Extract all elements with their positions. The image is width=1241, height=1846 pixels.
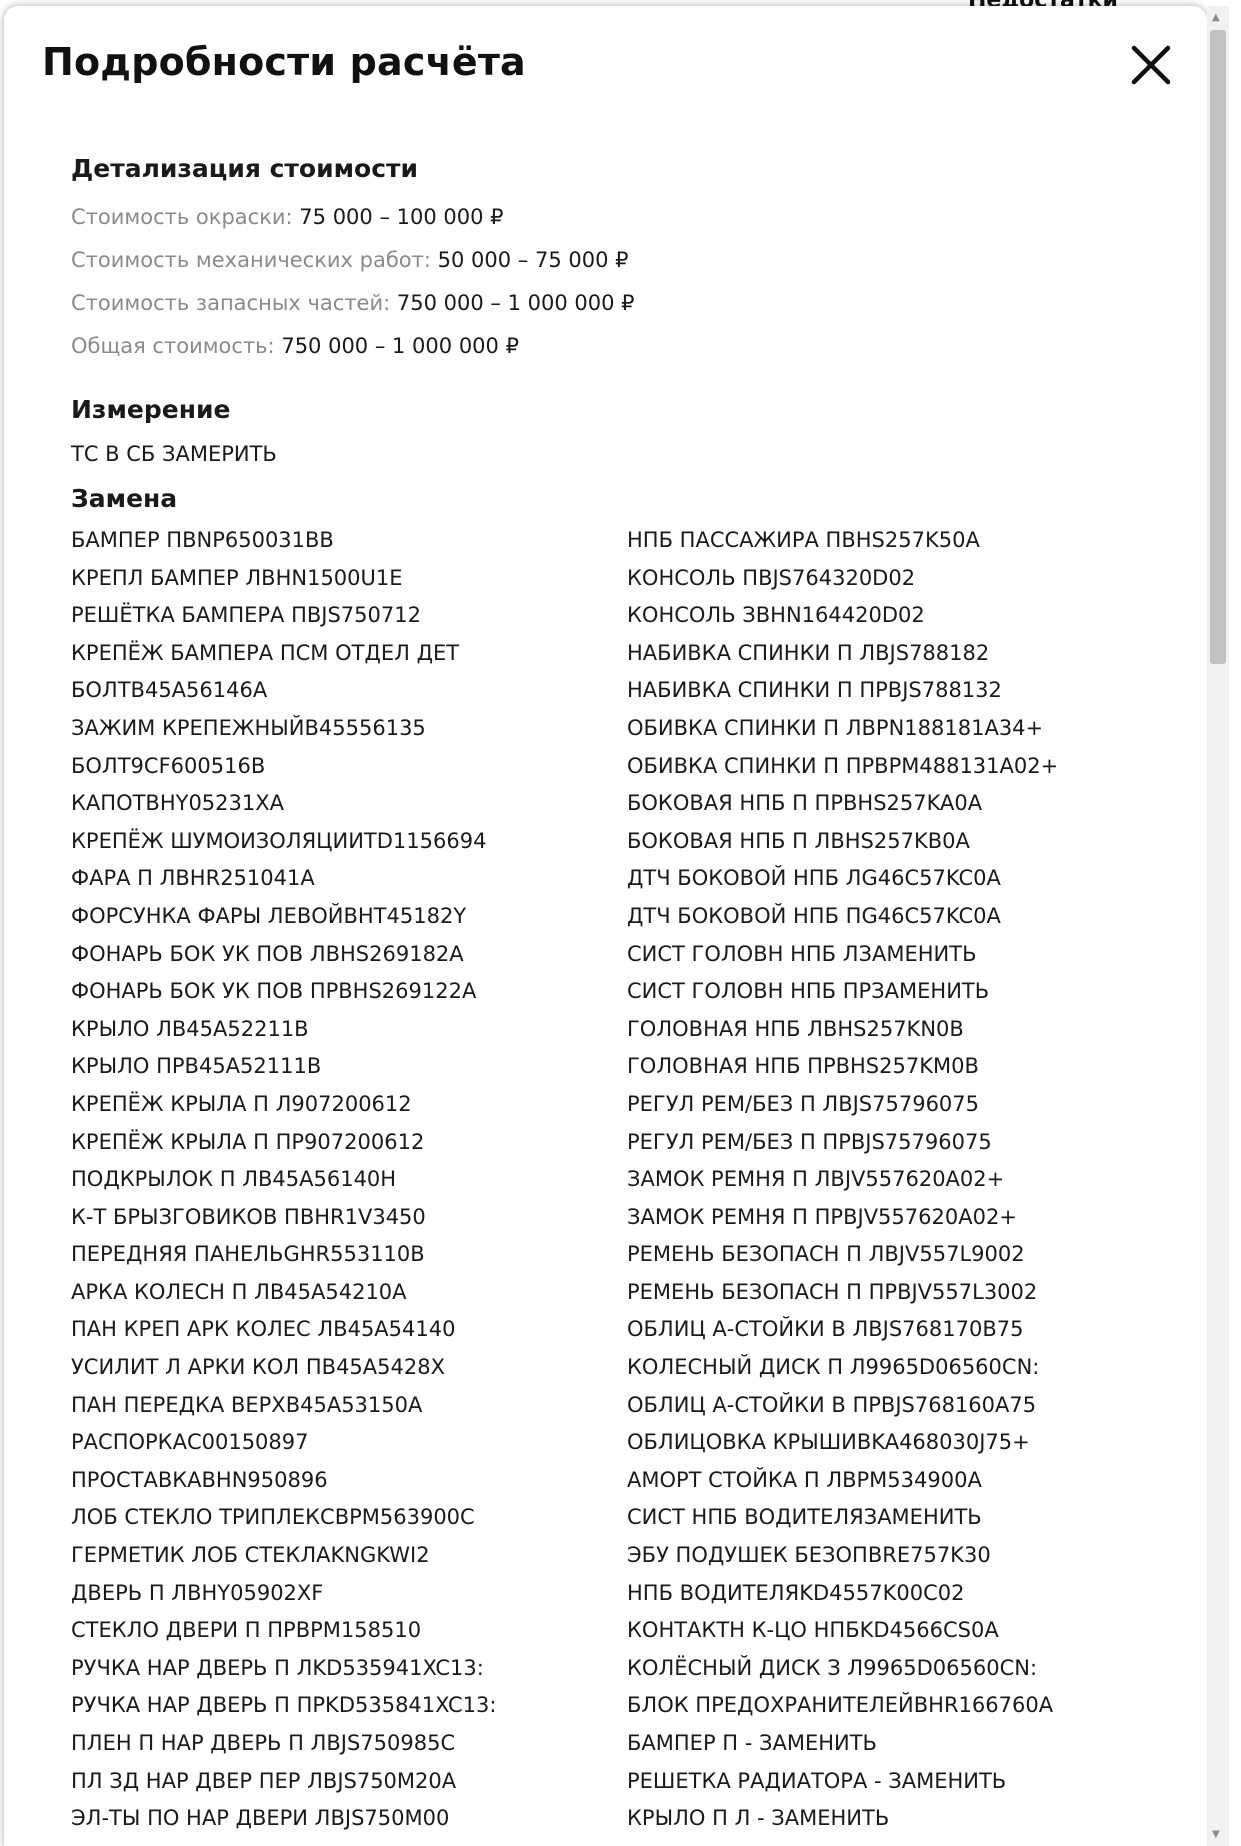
replace-item-left: КАПОТBHY05231XA — [71, 791, 285, 816]
replace-section-title: Замена — [71, 484, 178, 513]
replace-item-left: ПРОСТАВКАBHN950896 — [71, 1467, 328, 1492]
replace-item-right: СИСТ НПБ ВОДИТЕЛЯЗАМЕНИТЬ — [627, 1505, 982, 1530]
total-cost-value: 750 000 – 1 000 000 ₽ — [281, 334, 519, 358]
scroll-up-arrow-icon[interactable]: ▲ — [1212, 12, 1220, 23]
replace-item-right: ДТЧ БОКОВОЙ НПБ ПG46C57KC0A — [627, 903, 1001, 928]
close-button[interactable] — [1128, 42, 1174, 88]
replace-item-right: НПБ ВОДИТЕЛЯKD4557K00C02 — [627, 1580, 965, 1605]
replace-item-right: ЗАМОК РЕМНЯ П ПРBJV557620A02+ — [627, 1204, 1017, 1229]
replace-item-left: ЭЛ-ТЫ ПО НАР ДВЕРИ ЛBJS750M00 — [71, 1806, 450, 1831]
replace-item-left: СТЕКЛО ДВЕРИ П ПРBPM158510 — [71, 1618, 422, 1643]
replace-item-right: РЕМЕНЬ БЕЗОПАСН П ЛBJV557L9002 — [627, 1242, 1025, 1267]
replace-item-right: ГОЛОВНАЯ НПБ ЛBHS257KN0B — [627, 1016, 964, 1041]
replace-item-left: КРЕПЁЖ ШУМОИЗОЛЯЦИИTD1156694 — [71, 828, 487, 853]
replace-item-right: РЕМЕНЬ БЕЗОПАСН П ПРBJV557L3002 — [627, 1279, 1038, 1304]
replace-item-right: ОБИВКА СПИНКИ П ЛBPN188181A34+ — [627, 715, 1044, 740]
paint-cost-value: 75 000 – 100 000 ₽ — [299, 205, 504, 229]
replace-item-right: КРЫЛО П Л - ЗАМЕНИТЬ — [627, 1806, 890, 1831]
replace-item-right: СИСТ ГОЛОВН НПБ ЛЗАМЕНИТЬ — [627, 941, 977, 966]
replace-item-right: ЭБУ ПОДУШЕК БЕЗОПBRE757K30 — [627, 1543, 991, 1568]
replace-item-left: РУЧКА НАР ДВЕРЬ П ПРKD535841XC13: — [71, 1693, 497, 1718]
replace-item-left: КРЫЛО ЛB45A52211B — [71, 1016, 309, 1041]
mechanical-cost-row — [71, 239, 1141, 282]
replace-item-right: НПБ ПАССАЖИРА ПBHS257K50A — [627, 528, 980, 552]
parts-cost-label: Стоимость запасных частей: — [71, 291, 391, 315]
replace-item-left: ПОДКРЫЛОК П ЛB45A56140H — [71, 1167, 397, 1192]
mechanical-cost-value: 50 000 – 75 000 ₽ — [437, 248, 629, 272]
cost-list — [71, 196, 1141, 368]
calculation-details-modal — [4, 6, 1207, 1846]
replace-item-left: РУЧКА НАР ДВЕРЬ П ЛKD535941XC13: — [71, 1655, 484, 1680]
replace-item-right: ЗАМОК РЕМНЯ П ЛBJV557620A02+ — [627, 1167, 1005, 1192]
replace-item-right: ОБЛИЦ А-СТОЙКИ В ЛBJS768170B75 — [627, 1317, 1024, 1342]
total-cost-label: Общая стоимость: — [71, 334, 275, 358]
replace-item-left: ГЕРМЕТИК ЛОБ СТЕКЛАKNGKWI2 — [71, 1543, 430, 1568]
scrollbar-thumb[interactable] — [1210, 30, 1226, 664]
mechanical-cost-label: Стоимость механических работ: — [71, 248, 431, 272]
replace-item-left: ДВЕРЬ П ЛBHY05902XF — [71, 1580, 324, 1605]
measure-text: ТС В СБ ЗАМЕРИТЬ — [71, 442, 277, 466]
replace-item-right: РЕГУЛ РЕМ/БЕЗ П ЛBJS75796075 — [627, 1091, 980, 1116]
replace-item-left: БАМПЕР ПBNP650031BB — [71, 528, 334, 552]
replace-item-right: ГОЛОВНАЯ НПБ ПРBHS257KM0B — [627, 1054, 979, 1079]
replace-item-right: КОНСОЛЬ ЗBHN164420D02 — [627, 603, 925, 628]
replace-item-left: ПЕРЕДНЯЯ ПАНЕЛЬGHR553110B — [71, 1242, 425, 1267]
replace-parts-grid — [71, 522, 1141, 1838]
cost-section-title: Детализация стоимости — [71, 154, 419, 183]
replace-item-right: БАМПЕР П - ЗАМЕНИТЬ — [627, 1731, 877, 1755]
replace-item-left: РЕШЁТКА БАМПЕРА ПBJS750712 — [71, 603, 421, 628]
replace-item-left: ЛОБ СТЕКЛО ТРИПЛЕКСBPM563900C — [71, 1505, 475, 1530]
replace-item-right: СИСТ ГОЛОВН НПБ ПРЗАМЕНИТЬ — [627, 979, 990, 1004]
replace-item-right: БОКОВАЯ НПБ П ПРBHS257KA0A — [627, 791, 983, 816]
replace-item-right: БЛОК ПРЕДОХРАНИТЕЛЕЙBHR166760A — [627, 1693, 1054, 1718]
replace-item-left: РАСПОРКАC00150897 — [71, 1430, 309, 1455]
measure-section-title: Измерение — [71, 395, 231, 424]
modal-content — [71, 154, 1141, 1838]
replace-item-right: РЕГУЛ РЕМ/БЕЗ П ПРBJS75796075 — [627, 1129, 992, 1154]
replace-item-left: КРЕПЛ БАМПЕР ЛBHN1500U1E — [71, 565, 403, 590]
replace-item-left: КРЕПЁЖ БАМПЕРА ПСМ ОТДЕЛ ДЕТ — [71, 640, 460, 665]
replace-item-left: КРЕПЁЖ КРЫЛА П ПР907200612 — [71, 1129, 425, 1154]
replace-item-left: ФОНАРЬ БОК УК ПОВ ЛBHS269182A — [71, 941, 464, 966]
replace-item-left: КРЕПЁЖ КРЫЛА П Л907200612 — [71, 1091, 412, 1116]
replace-item-left: ПАН ПЕРЕДКА ВЕРХB45A53150A — [71, 1392, 423, 1417]
paint-cost-row — [71, 196, 1141, 239]
parts-cost-value: 750 000 – 1 000 000 ₽ — [396, 291, 635, 315]
replace-item-left: ФОРСУНКА ФАРЫ ЛЕВОЙBHT45182Y — [71, 903, 467, 928]
replace-item-right: КОНТАКТН К-ЦО НПБKD4566CS0A — [627, 1618, 999, 1643]
replace-item-right: КОНСОЛЬ ПBJS764320D02 — [627, 565, 916, 590]
replace-item-right: НАБИВКА СПИНКИ П ЛBJS788182 — [627, 640, 990, 665]
replace-item-right: БОКОВАЯ НПБ П ЛBHS257KB0A — [627, 828, 970, 853]
replace-item-right: РЕШЕТКА РАДИАТОРА - ЗАМЕНИТЬ — [627, 1768, 1007, 1793]
replace-item-left: УСИЛИТ Л АРКИ КОЛ ПB45A5428X — [71, 1355, 445, 1380]
modal-title: Подробности расчёта — [42, 40, 526, 84]
replace-item-left: ФАРА П ЛBHR251041A — [71, 866, 315, 891]
replace-item-right: АМОРТ СТОЙКА П ЛBPM534900A — [627, 1467, 982, 1492]
replace-item-right: ДТЧ БОКОВОЙ НПБ ЛG46C57KC0A — [627, 866, 1001, 891]
replace-item-left: БОЛТ9CF600516B — [71, 753, 266, 778]
replace-item-left: ПЛ ЗД НАР ДВЕР ПЕР ЛBJS750M20A — [71, 1768, 457, 1793]
replace-item-left: ФОНАРЬ БОК УК ПОВ ПРBHS269122A — [71, 979, 477, 1004]
replace-item-left: АРКА КОЛЕСН П ЛB45A54210A — [71, 1279, 407, 1304]
replace-item-left: БОЛТB45A56146A — [71, 678, 268, 703]
close-icon — [1128, 42, 1174, 88]
replace-item-right: КОЛЁСНЫЙ ДИСК З Л9965D06560CN: — [627, 1655, 1038, 1680]
replace-item-right: ОБЛИЦОВКА КРЫШИBKA468030J75+ — [627, 1430, 1030, 1455]
scroll-down-arrow-icon[interactable]: ▼ — [1212, 1829, 1220, 1840]
replace-item-left: ЗАЖИМ КРЕПЕЖНЫЙB45556135 — [71, 715, 426, 740]
replace-item-left: КРЫЛО ПРB45A52111B — [71, 1054, 322, 1079]
paint-cost-label: Стоимость окраски: — [71, 205, 293, 229]
replace-item-left: К-Т БРЫЗГОВИКОВ ПBHR1V3450 — [71, 1204, 426, 1229]
replace-item-right: КОЛЕСНЫЙ ДИСК П Л9965D06560CN: — [627, 1355, 1040, 1380]
modal-scrollbar[interactable] — [1207, 6, 1229, 1846]
replace-item-right: НАБИВКА СПИНКИ П ПРBJS788132 — [627, 678, 1002, 703]
replace-item-right: ОБИВКА СПИНКИ П ПРBPM488131A02+ — [627, 753, 1059, 778]
replace-item-left: ПАН КРЕП АРК КОЛЕС ЛB45A54140 — [71, 1317, 456, 1342]
total-cost-row — [71, 325, 1141, 368]
replace-item-right: ОБЛИЦ А-СТОЙКИ В ПРBJS768160A75 — [627, 1392, 1037, 1417]
parts-cost-row — [71, 282, 1141, 325]
replace-item-left: ПЛЕН П НАР ДВЕРЬ П ЛBJS750985C — [71, 1731, 456, 1755]
